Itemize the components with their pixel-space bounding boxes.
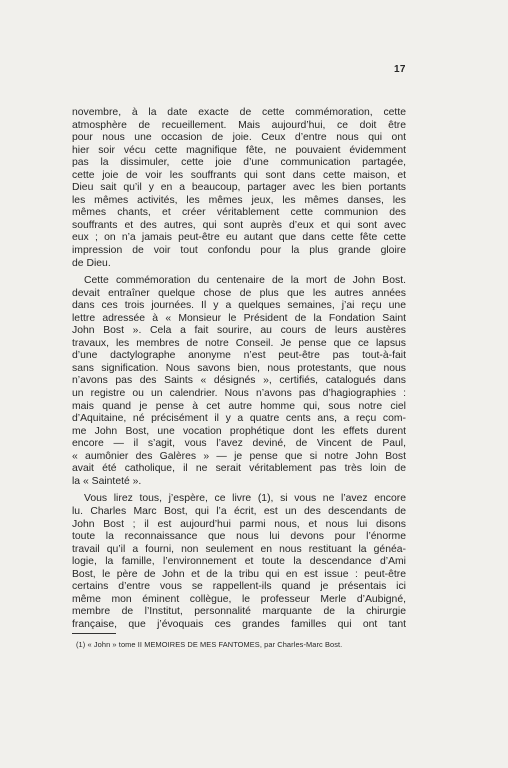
body-text xyxy=(72,107,406,631)
text-line: Dieu sait qu’il y en a beaucoup, partager avec les bien portants xyxy=(72,182,406,194)
text-line: un registre ou un calendrier. Nous n’avons pas d’hagiographies : xyxy=(72,388,406,400)
text-line: membre de l’Institut, personnalité marquante de la chirurgie xyxy=(72,606,406,618)
text-line: encore — il s’agit, vous l’avez deviné, de Vincent de Paul, xyxy=(72,438,406,450)
text-line: les mêmes activités, les mêmes jeux, les mêmes danses, les xyxy=(72,194,406,206)
text-line: Vous lirez tous, j’espère, ce livre (1), si vous ne l’avez encore xyxy=(84,493,406,505)
text-line: lettre adressée à « Monsieur le Président de la Fondation Saint xyxy=(72,312,406,324)
text-line: John Bost ». Cela a fait sourire, au cours de leurs austères xyxy=(72,325,406,337)
footnote-rule xyxy=(72,633,116,634)
text-line: d’Aquitaine, né précisément il y a quatre cents ans, a reçu com- xyxy=(72,413,406,425)
text-line: travail qu’il a fourni, non seulement en nous restituant la généa- xyxy=(72,543,406,555)
text-line: souffrants et des autres, qui sont auprès d’eux et qui sont avec xyxy=(72,219,406,231)
text-line: certains d’entre vous se rappellent-ils quand je présentais ici xyxy=(72,581,406,593)
text-line: novembre, à la date exacte de cette commémoration, cette xyxy=(72,107,406,118)
text-line: de Dieu. xyxy=(72,257,111,269)
text-line: John Bost ; il est aujourd’hui parmi nous, et nous lui disons xyxy=(72,518,406,530)
text-line: sans signification. Nous savons bien, nous protestants, que nous xyxy=(72,362,406,374)
paragraph xyxy=(72,107,406,270)
text-line: atmosphère de recueillement. Mais aujourd’hui, ce doit être xyxy=(72,119,406,131)
text-line: mêmes chants, et créer véritablement cette communion des xyxy=(72,207,406,219)
text-line: Bost, le père de John et de la tribu qui en est issue : peut-être xyxy=(72,568,406,580)
text-line: Cette commémoration du centenaire de la mort de John Bost. xyxy=(84,275,406,287)
text-line: me John Bost, une vocation prophétique dont les effets durent xyxy=(72,425,406,437)
text-line: impression de voir tout confondu pour la plus grande gloire xyxy=(72,245,406,257)
text-line: devait entraîner quelque chose de plus que les autres années xyxy=(72,287,406,299)
text-line: d’une dactylographe anonyme n’est peut-être pas tout-à-fait xyxy=(72,350,406,362)
page-number: 17 xyxy=(394,64,406,75)
footnote: (1) « John » tome II MEMOIRES DE MES FANTOMES, par Charles-Marc Bost. xyxy=(76,640,343,649)
text-line: logie, la famille, l’environnement et toute la descendance d’Ami xyxy=(72,556,406,568)
text-line: toute la reconnaissance que nous lui devons pour l’énorme xyxy=(72,531,406,543)
text-line: eux ; on n’a jamais peut-être eu autant que dans cette fête cette xyxy=(72,232,406,244)
text-line: lu. Charles Marc Bost, qui l’a écrit, est un des descendants de xyxy=(72,505,406,517)
text-line: pas la dissimuler, cette joie d’une communication partagée, xyxy=(72,157,406,169)
text-line: avait été catholique, il ne serait véritablement pas très loin de xyxy=(72,463,406,475)
text-line: dans ces trois journées. Il y a quelques semaines, j’ai reçu une xyxy=(72,300,406,312)
text-line: pour nous une occasion de joie. Ceux d’entre nous qui ont xyxy=(72,132,406,144)
text-line: hier soir vécu cette magnifique fête, ne pouvaient évidemment xyxy=(72,144,406,156)
text-line: n’avons pas des Saints « désignés », certifiés, catalogués dans xyxy=(72,375,406,387)
paragraph xyxy=(72,275,406,488)
text-line: la « Sainteté ». xyxy=(72,475,142,487)
paragraph xyxy=(72,493,406,631)
text-line: française, que j’évoquais ces grandes familles qui ont tant xyxy=(72,618,406,630)
text-line: cette joie de voir les souffrants qui sont dans cette maison, et xyxy=(72,169,406,181)
text-line: « aumônier des Galères » — je pense que si notre John Bost xyxy=(72,450,406,462)
text-line: travaux, les membres de notre Conseil. Je pense que ce lapsus xyxy=(72,337,406,349)
text-line: mais quand je pense à cet autre homme qui, sous notre ciel xyxy=(72,400,406,412)
text-line: même mon éminent collègue, le professeur Merle d’Aubigné, xyxy=(72,593,406,605)
